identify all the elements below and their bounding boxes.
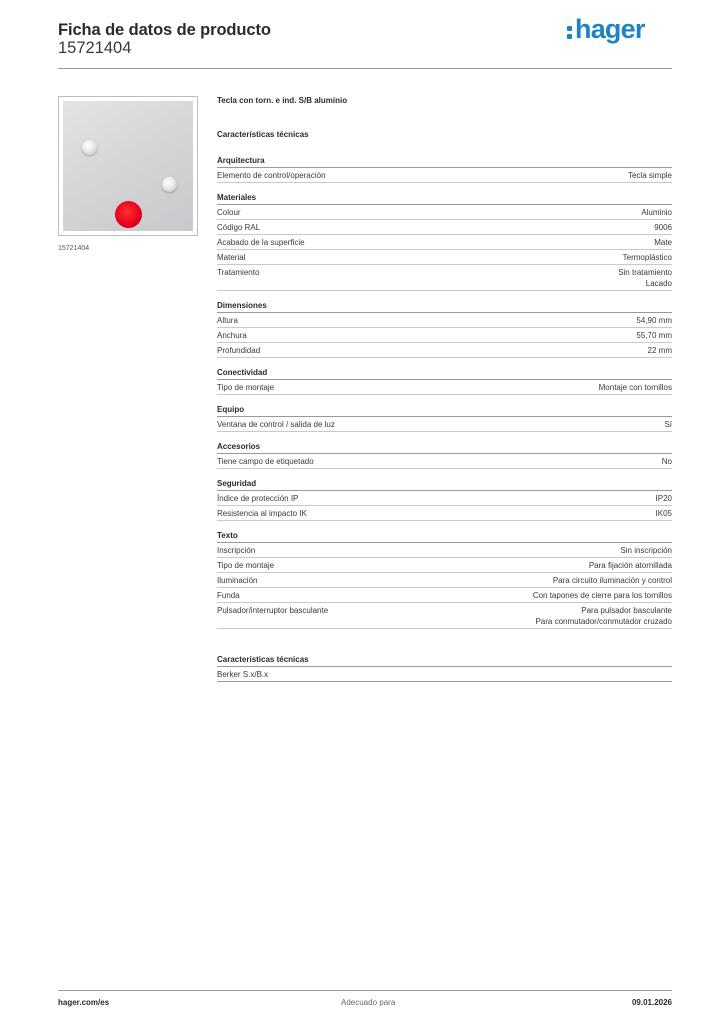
footer-divider [58, 990, 672, 991]
spec-section [217, 368, 672, 395]
switch-plate-icon [63, 101, 193, 231]
section-title: Conectividad [217, 368, 672, 380]
spec-section [217, 301, 672, 358]
spec-value-line: Para conmutador/conmutador cruzado [535, 617, 672, 626]
header-divider [58, 68, 672, 69]
spec-value [656, 508, 672, 519]
spec-label: Colour [217, 208, 241, 217]
spec-value-line: 54,90 mm [636, 316, 672, 325]
compatibility-section [217, 655, 672, 682]
spec-value-line: No [661, 457, 672, 466]
spec-value-line: IP20 [655, 494, 672, 503]
spec-value [654, 237, 672, 248]
spec-section [217, 531, 672, 629]
spec-label: Iluminación [217, 576, 258, 585]
spec-row [217, 573, 672, 588]
spec-value-line: Para fijación atornillada [588, 561, 672, 570]
spec-content [217, 96, 672, 692]
spec-row [217, 491, 672, 506]
spec-value-line: Termoplástico [622, 253, 672, 262]
screw-icon [162, 177, 177, 192]
spec-section [217, 442, 672, 469]
spec-section [217, 156, 672, 183]
section-title: Equipo [217, 405, 672, 417]
spec-value [589, 560, 672, 571]
spec-value [654, 222, 672, 233]
footer-date: 09.01.2026 [631, 998, 672, 1007]
spec-value-line: Sin inscripción [620, 546, 672, 555]
spec-row [217, 380, 672, 395]
spec-row [217, 543, 672, 558]
spec-value-line: Sí [664, 420, 672, 429]
product-name: Tecla con torn. e ind. S/B aluminio [217, 96, 348, 105]
spec-value [618, 267, 672, 289]
spec-value-line: Con tapones de cierre para los tornillos [532, 591, 672, 600]
spec-value-line: Sin tratamiento [618, 268, 672, 277]
spec-value [620, 545, 672, 556]
spec-label: Berker S.x/B.x [217, 670, 269, 679]
spec-value [623, 252, 672, 263]
tech-heading: Características técnicas [217, 130, 309, 139]
spec-value-line: Para pulsador basculante [581, 606, 672, 615]
spec-value [664, 419, 672, 430]
page-title: Ficha de datos de producto [58, 21, 271, 39]
section-title: Accesorios [217, 442, 672, 454]
spec-value-line: 9006 [654, 223, 672, 232]
spec-row [217, 205, 672, 220]
screw-icon [82, 140, 97, 155]
spec-label: Anchura [217, 331, 247, 340]
spec-label: Profundidad [217, 346, 261, 355]
spec-value-line: Para circuito iluminación y control [552, 576, 672, 585]
spec-value [535, 605, 672, 627]
logo-dots-icon [567, 14, 574, 41]
spec-value [599, 382, 672, 393]
spec-section [217, 193, 672, 291]
spec-label: Material [217, 253, 246, 262]
spec-value [656, 493, 672, 504]
spec-label: Índice de protección IP [217, 494, 299, 503]
spec-value-line: Lacado [645, 279, 672, 288]
section-title: Dimensiones [217, 301, 672, 313]
spec-label: Altura [217, 316, 238, 325]
section-title: Materiales [217, 193, 672, 205]
section-title: Arquitectura [217, 156, 672, 168]
spec-value [662, 456, 672, 467]
spec-value [533, 590, 672, 601]
hager-logo [567, 14, 645, 45]
spec-section [217, 479, 672, 521]
spec-label: Tipo de montaje [217, 383, 275, 392]
spec-row [217, 506, 672, 521]
spec-row [217, 235, 672, 250]
spec-section [217, 405, 672, 432]
spec-value-line: 55,70 mm [636, 331, 672, 340]
section-title: Texto [217, 531, 672, 543]
spec-label: Tipo de montaje [217, 561, 275, 570]
spec-row [217, 343, 672, 358]
spec-value-line: Mate [654, 238, 672, 247]
spec-row [217, 603, 672, 629]
spec-row [217, 667, 672, 682]
spec-label: Tiene campo de etiquetado [217, 457, 314, 466]
spec-value [641, 207, 672, 218]
spec-value-line: IK05 [655, 509, 672, 518]
spec-row [217, 328, 672, 343]
product-code: 15721404 [58, 39, 132, 57]
indicator-lamp-icon [115, 201, 142, 228]
spec-label: Inscripción [217, 546, 256, 555]
spec-value-line: Tecla simple [627, 171, 672, 180]
section-title: Seguridad [217, 479, 672, 491]
spec-row [217, 454, 672, 469]
spec-value-line: Montaje con tornillos [598, 383, 672, 392]
spec-value [648, 345, 672, 356]
spec-row [217, 168, 672, 183]
spec-value [628, 170, 672, 181]
spec-row [217, 313, 672, 328]
spec-label: Tratamiento [217, 268, 260, 277]
spec-label: Funda [217, 591, 240, 600]
section-title: Características técnicas [217, 655, 672, 667]
image-caption: 15721404 [58, 245, 90, 252]
spec-value [636, 315, 672, 326]
footer-website: hager.com/es [58, 998, 110, 1007]
spec-row [217, 220, 672, 235]
spec-row [217, 558, 672, 573]
spec-row [217, 417, 672, 432]
spec-label: Ventana de control / salida de luz [217, 420, 335, 429]
product-image [58, 96, 198, 236]
spec-value [636, 330, 672, 341]
spec-value-line: Aluminio [641, 208, 672, 217]
spec-row [217, 588, 672, 603]
spec-sections [217, 156, 672, 629]
spec-label: Elemento de control/operación [217, 171, 326, 180]
footer-note: Adecuado para [341, 998, 396, 1007]
spec-label: Código RAL [217, 223, 261, 232]
spec-label: Resistencia al impacto IK [217, 509, 307, 518]
spec-value-line: 22 mm [647, 346, 672, 355]
spec-label: Pulsador/interruptor basculante [217, 606, 329, 615]
spec-row [217, 265, 672, 291]
spec-label: Acabado de la superficie [217, 238, 305, 247]
spec-value [553, 575, 672, 586]
spec-row [217, 250, 672, 265]
logo-text: hager [575, 14, 645, 44]
